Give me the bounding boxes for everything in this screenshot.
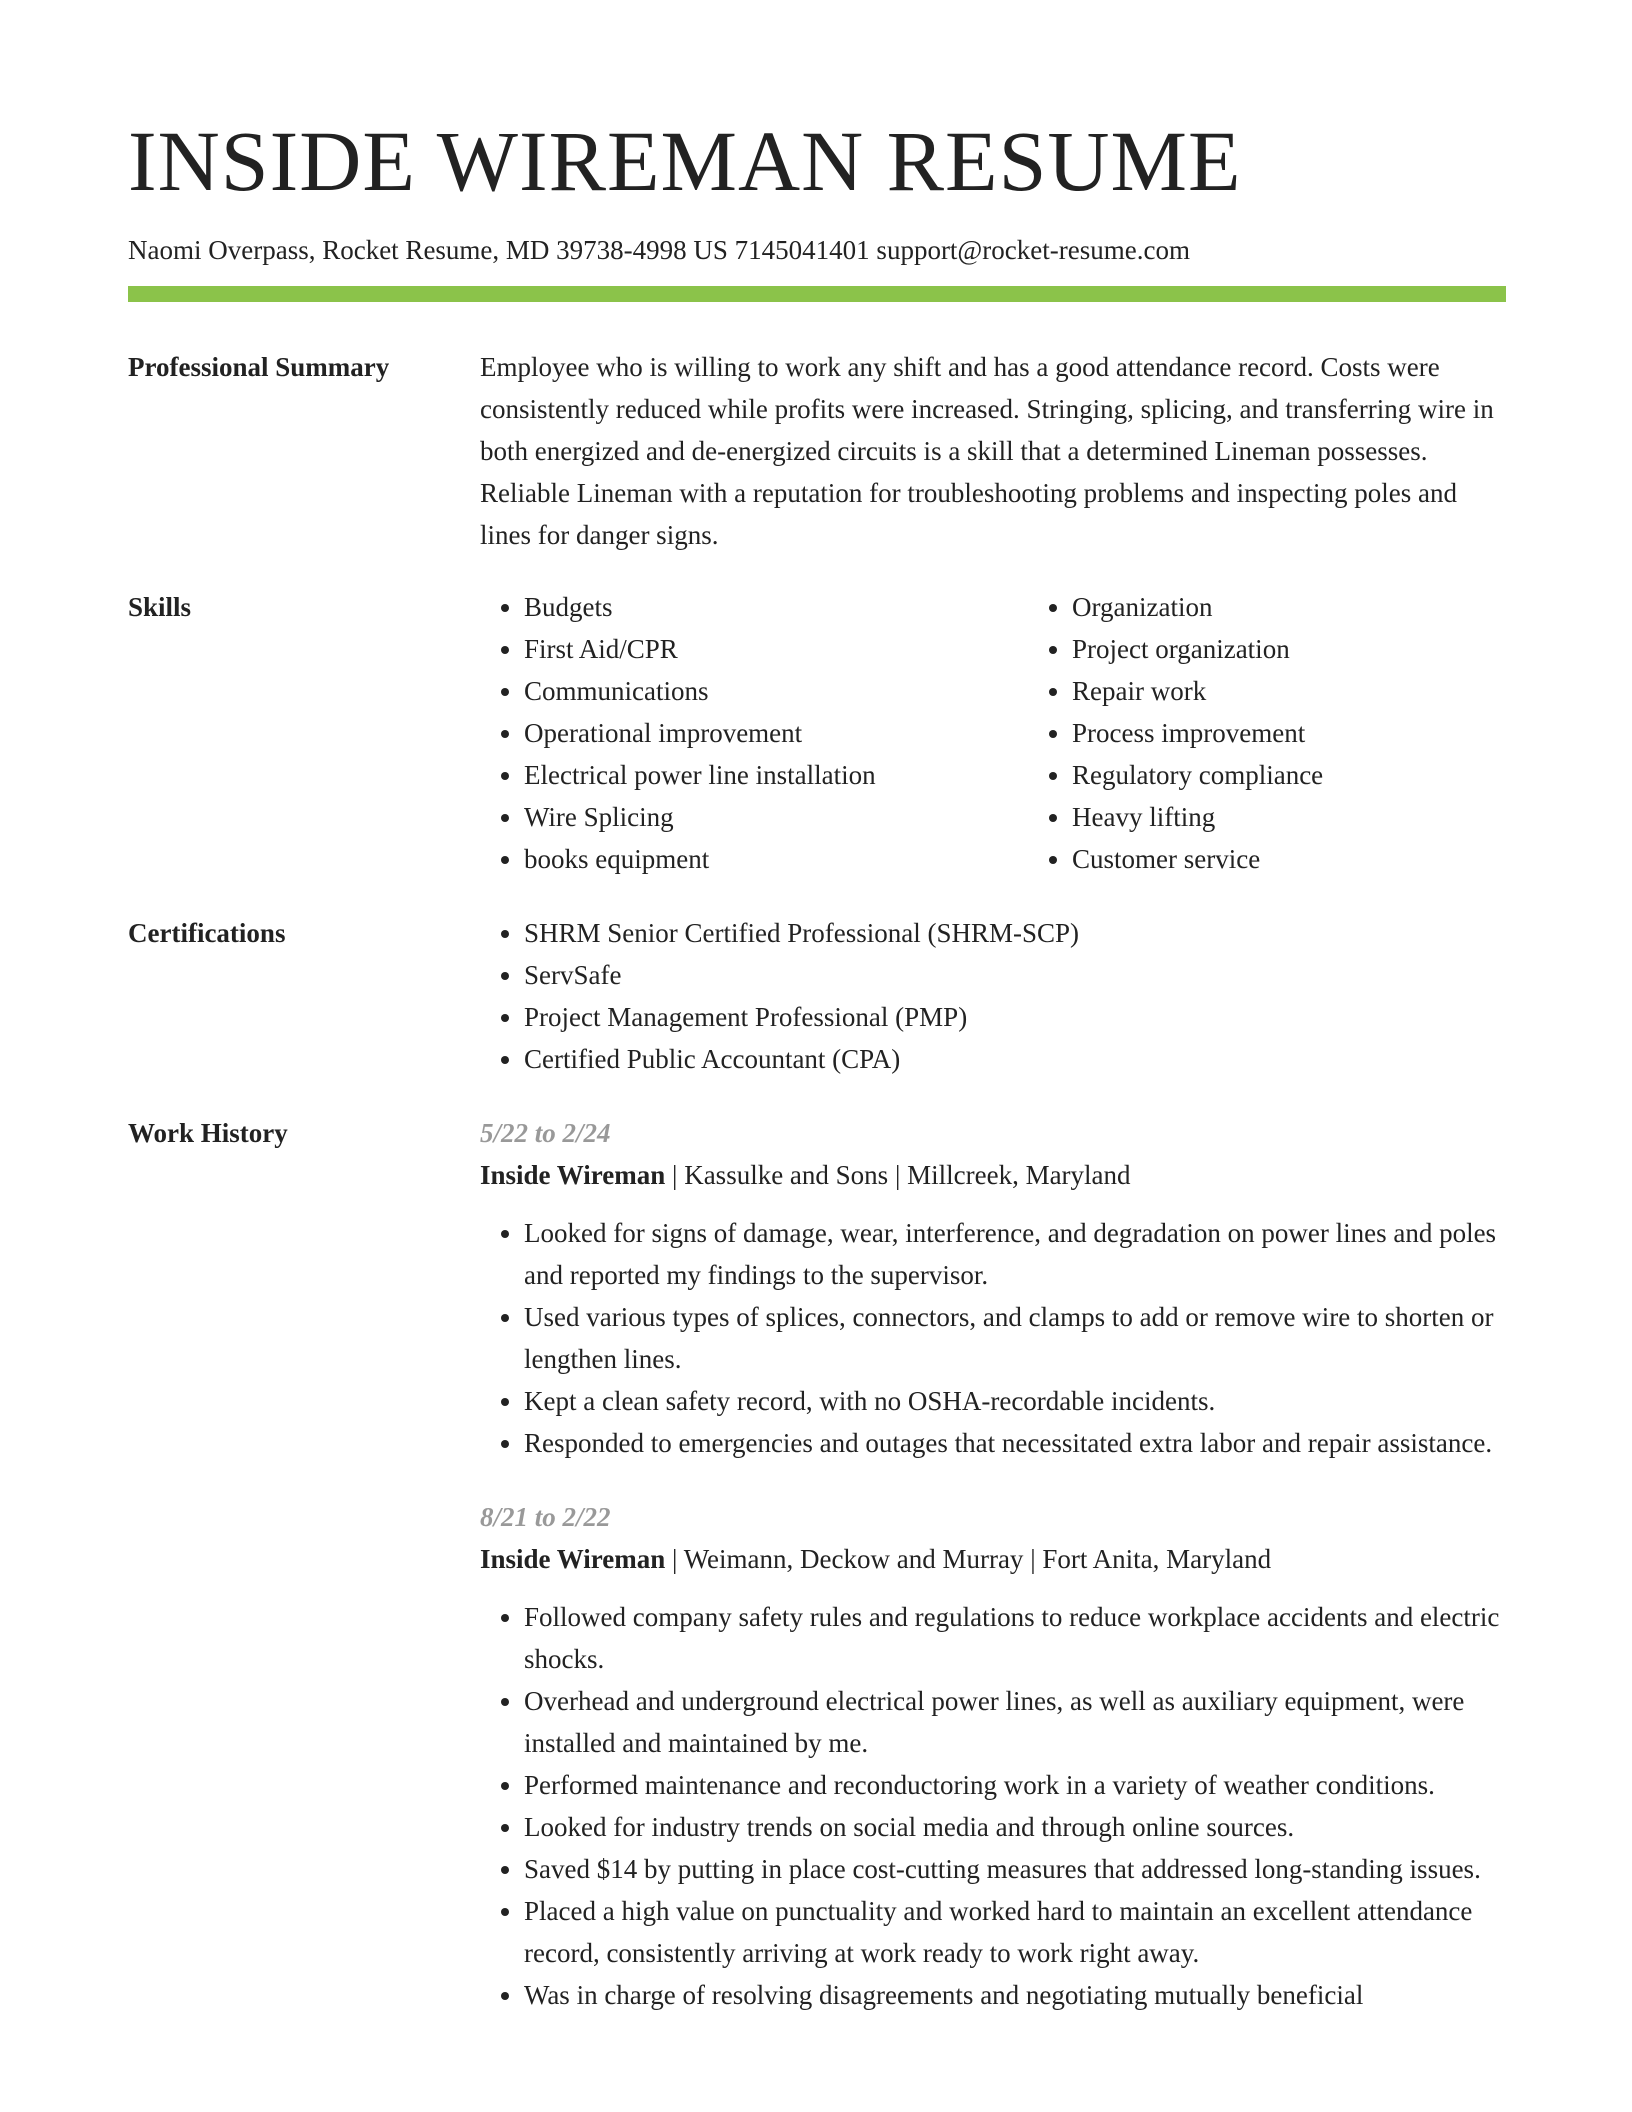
skill-item: • Process improvement — [1072, 712, 1576, 754]
work-history-heading: Work History — [128, 1118, 288, 1148]
skill-item: • Wire Splicing — [524, 796, 1028, 838]
skill-item: • Regulatory compliance — [1072, 754, 1576, 796]
job-dates: 8/21 to 2/22 — [480, 1502, 611, 1532]
job-bullet: • Responded to emergencies and outages that necessitated extra labor and repair assistance. — [524, 1422, 1506, 1464]
job-bullet: • Was in charge of resolving disagreements and negotiating mutually beneficial — [524, 1974, 1506, 2016]
job-company: Kassulke and Sons — [684, 1160, 889, 1190]
job-entry — [480, 1496, 1506, 2016]
job-location: Millcreek, Maryland — [907, 1160, 1131, 1190]
skill-item: • Electrical power line installation — [524, 754, 1028, 796]
job-heading — [480, 1538, 1506, 1580]
job-company: Weimann, Deckow and Murray — [683, 1544, 1024, 1574]
job-title: Inside Wireman — [480, 1160, 666, 1190]
certification-item: • Project Management Professional (PMP) — [524, 996, 1506, 1038]
job-bullet: • Performed maintenance and reconductoring work in a variety of weather conditions. — [524, 1764, 1506, 1806]
job-separator: | — [665, 1544, 684, 1574]
certification-item: • Certified Public Accountant (CPA) — [524, 1038, 1506, 1080]
skill-item: • Communications — [524, 670, 1028, 712]
job-bullet: • Saved $14 by putting in place cost-cutting measures that addressed long-standing issues. — [524, 1848, 1506, 1890]
skill-item: • Organization — [1072, 586, 1576, 628]
certifications-list — [480, 912, 1506, 1080]
skill-item: • Heavy lifting — [1072, 796, 1576, 838]
certifications-heading: Certifications — [128, 918, 286, 948]
job-dates: 5/22 to 2/24 — [480, 1118, 611, 1148]
skill-item: • books equipment — [524, 838, 1028, 880]
job-separator: | — [665, 1160, 685, 1190]
skills-list-left — [480, 586, 1028, 880]
header-divider — [128, 286, 1506, 302]
job-bullets — [480, 1596, 1506, 2016]
contact-info: Naomi Overpass, Rocket Resume, MD 39738-4998 US 7145041401 support@rocket-resume.com — [128, 235, 1190, 265]
resume-title: INSIDE WIREMAN RESUME — [128, 113, 1242, 209]
job-bullets — [480, 1212, 1506, 1464]
certification-item: • SHRM Senior Certified Professional (SHRM-SCP) — [524, 912, 1506, 954]
skill-item: • Repair work — [1072, 670, 1576, 712]
summary-heading: Professional Summary — [128, 352, 390, 382]
job-bullet: • Looked for industry trends on social media and through online sources. — [524, 1806, 1506, 1848]
skills-list-right — [1028, 586, 1576, 880]
job-separator: | — [1023, 1544, 1043, 1574]
job-bullet: • Followed company safety rules and regulations to reduce workplace accidents and electric shocks. — [524, 1596, 1506, 1680]
job-entry — [480, 1112, 1506, 1464]
job-bullet: • Overhead and underground electrical power lines, as well as auxiliary equipment, were installed and maintained by me. — [524, 1680, 1506, 1764]
job-bullet: • Looked for signs of damage, wear, interference, and degradation on power lines and poles and reported my findings to the supervisor. — [524, 1212, 1506, 1296]
skill-item: • First Aid/CPR — [524, 628, 1028, 670]
summary-text: Employee who is willing to work any shift and has a good attendance record. Costs were consistently reduced while profits were increased. Stringing, splicing, and transferring wire in both energized and de-energized circuits is a skill that a determined Lineman possesses. Reliable Lineman with a reputation for troubleshooting problems and inspecting poles and lines for danger signs. — [480, 352, 1494, 550]
job-heading — [480, 1154, 1506, 1196]
certification-item: • ServSafe — [524, 954, 1506, 996]
job-title: Inside Wireman — [480, 1544, 666, 1574]
job-separator: | — [888, 1160, 908, 1190]
job-bullet: • Placed a high value on punctuality and worked hard to maintain an excellent attendance record, consistently arriving at work ready to work right away. — [524, 1890, 1506, 1974]
skill-item: • Operational improvement — [524, 712, 1028, 754]
skill-item: • Customer service — [1072, 838, 1576, 880]
skill-item: • Project organization — [1072, 628, 1576, 670]
job-location: Fort Anita, Maryland — [1042, 1544, 1272, 1574]
skill-item: • Budgets — [524, 586, 1028, 628]
job-bullet: • Kept a clean safety record, with no OSHA-recordable incidents. — [524, 1380, 1506, 1422]
job-bullet: • Used various types of splices, connectors, and clamps to add or remove wire to shorten or lengthen lines. — [524, 1296, 1506, 1380]
skills-heading: Skills — [128, 592, 192, 622]
